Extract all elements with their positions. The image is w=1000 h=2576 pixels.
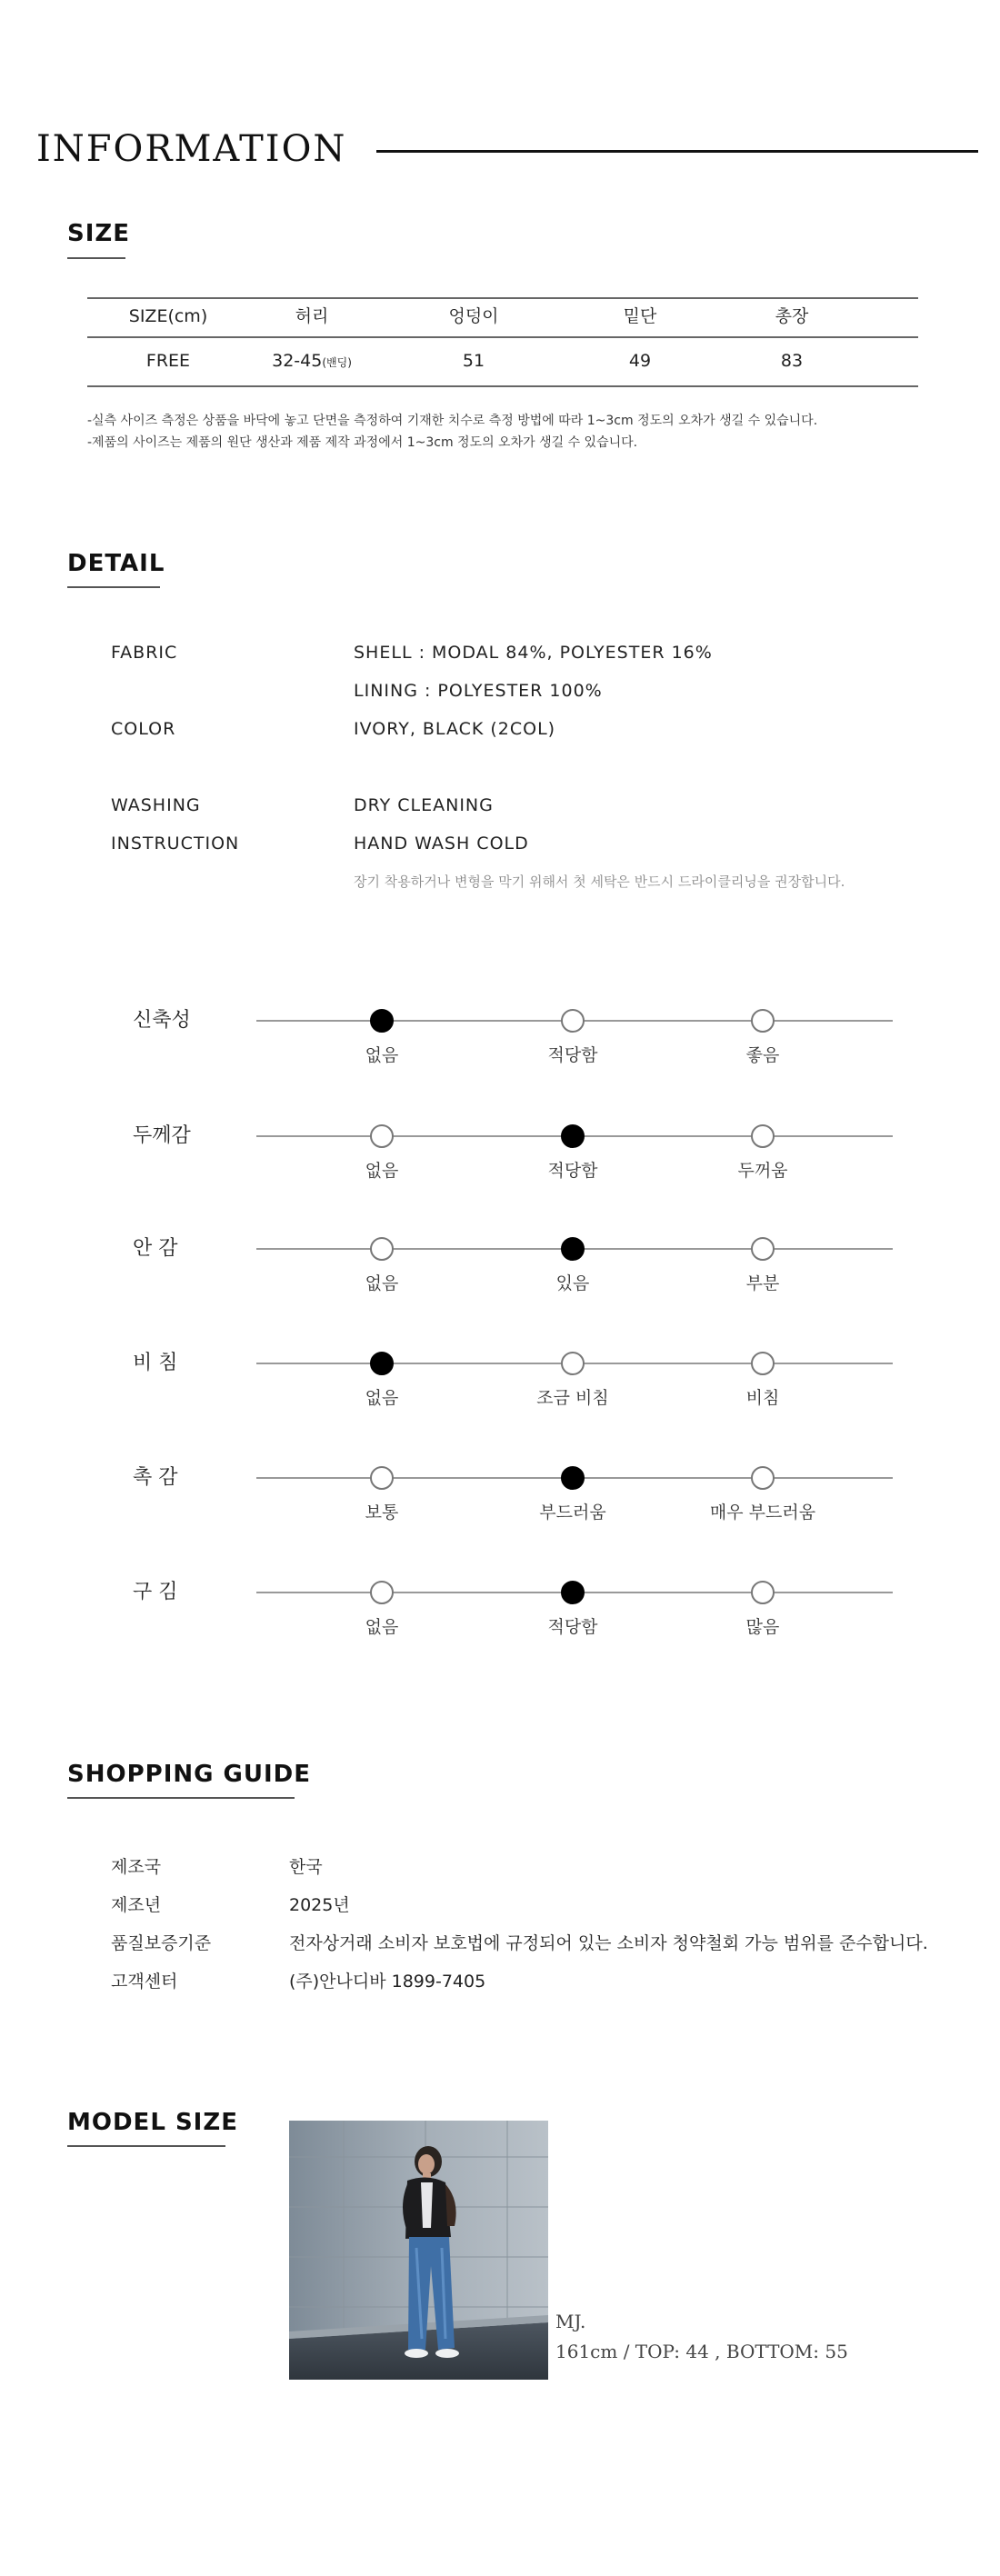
scale-option-label: 비침 — [745, 1388, 780, 1408]
scale-dot — [751, 1009, 775, 1033]
washing-note: 장기 착용하거나 변형을 막기 위해서 첫 세탁은 반드시 드라이클리닝을 권장합니다. — [354, 874, 845, 890]
scale-option-label: 조금 비침 — [536, 1388, 609, 1408]
model-size-title-underline — [67, 2145, 225, 2147]
scale-option-label: 보통 — [365, 1503, 399, 1523]
fabric-label: FABRIC — [111, 643, 178, 663]
scale-dot — [561, 1352, 585, 1375]
scale-option-label: 없음 — [365, 1388, 399, 1408]
scale-option-label: 없음 — [365, 1617, 399, 1637]
guide-value-origin: 한국 — [289, 1857, 323, 1877]
scale-label: 촉 감 — [133, 1466, 178, 1489]
scale-dot — [370, 1124, 394, 1148]
scale-dot — [370, 1466, 394, 1490]
size-note: -제품의 사이즈는 제품의 원단 생산과 제품 제작 과정에서 1~3cm 정도의 오차가 생길 수 있습니다. — [87, 435, 638, 450]
scale-option-label: 두꺼움 — [737, 1161, 788, 1181]
size-section-title: SIZE — [67, 220, 131, 247]
model-size-section-title: MODEL SIZE — [67, 2109, 238, 2136]
title-divider — [376, 150, 978, 153]
size-header-hem: 밑단 — [623, 306, 657, 326]
guide-label-quality: 품질보증기준 — [111, 1933, 212, 1953]
scale-dot-selected — [561, 1581, 585, 1604]
scale-option-label: 부드러움 — [539, 1503, 606, 1523]
page-title: INFORMATION — [36, 128, 347, 170]
scale-dot-selected — [561, 1237, 585, 1261]
guide-label-year: 제조년 — [111, 1895, 162, 1915]
guide-value-year: 2025년 — [289, 1895, 350, 1915]
scale-dot — [751, 1581, 775, 1604]
guide-label-origin: 제조국 — [111, 1857, 162, 1877]
washing-value: DRY CLEANING — [354, 795, 494, 815]
detail-section-title: DETAIL — [67, 550, 165, 577]
scale-label: 비 침 — [133, 1352, 178, 1374]
color-value: IVORY, BLACK (2COL) — [354, 719, 556, 739]
size-table-bottom-border — [87, 385, 918, 387]
instruction-value: HAND WASH COLD — [354, 834, 529, 854]
guide-label-support: 고객센터 — [111, 1972, 178, 1992]
instruction-label: INSTRUCTION — [111, 834, 240, 854]
scale-label: 안 감 — [133, 1237, 178, 1260]
scale-option-label: 좋음 — [745, 1045, 780, 1065]
size-header-size: SIZE(cm) — [128, 306, 208, 326]
size-note: -실측 사이즈 측정은 상품을 바닥에 놓고 단면을 측정하여 기재한 치수로 측정 방법에 따라 1~3cm 정도의 오차가 생길 수 있습니다. — [87, 414, 818, 428]
detail-title-underline — [67, 586, 160, 588]
washing-label: WASHING — [111, 795, 201, 815]
model-name: MJ. — [555, 2311, 586, 2332]
size-header-length: 총장 — [775, 306, 809, 326]
scale-option-label: 적당함 — [547, 1045, 598, 1065]
guide-value-support: (주)안나디바 1899-7405 — [289, 1972, 486, 1992]
waist-note: (밴딩) — [322, 356, 352, 369]
size-header-waist: 허리 — [295, 306, 329, 326]
shopping-guide-section-title: SHOPPING GUIDE — [67, 1761, 311, 1788]
size-cell-size: FREE — [145, 351, 191, 371]
scale-dot — [370, 1237, 394, 1261]
size-header-hip: 엉덩이 — [448, 306, 499, 326]
scale-label: 신축성 — [133, 1009, 191, 1032]
scale-option-label: 적당함 — [547, 1617, 598, 1637]
size-title-underline — [67, 257, 125, 259]
model-measurements: 161cm / TOP: 44 , BOTTOM: 55 — [555, 2341, 848, 2362]
scale-dot — [751, 1237, 775, 1261]
scale-dot-selected — [561, 1466, 585, 1490]
guide-value-quality: 전자상거래 소비자 보호법에 규정되어 있는 소비자 청약철회 가능 범위를 준수합니다. — [289, 1933, 928, 1953]
model-photo — [289, 2121, 548, 2380]
fabric-lining-value: LINING : POLYESTER 100% — [354, 681, 603, 701]
color-label: COLOR — [111, 719, 176, 739]
scale-option-label: 부분 — [745, 1273, 780, 1293]
scale-option-label: 없음 — [365, 1273, 399, 1293]
scale-option-label: 많음 — [745, 1617, 780, 1637]
scale-dot-selected — [370, 1009, 394, 1033]
size-cell-hem: 49 — [628, 351, 652, 371]
scale-option-label: 있음 — [555, 1273, 590, 1293]
scale-dot-selected — [561, 1124, 585, 1148]
shopping-guide-title-underline — [67, 1797, 295, 1799]
scale-dot — [751, 1352, 775, 1375]
fabric-shell-value: SHELL : MODAL 84%, POLYESTER 16% — [354, 643, 713, 663]
scale-label: 구 김 — [133, 1581, 178, 1603]
scale-dot-selected — [370, 1352, 394, 1375]
scale-option-label: 없음 — [365, 1045, 399, 1065]
scale-dot — [751, 1124, 775, 1148]
scale-label: 두께감 — [133, 1124, 191, 1147]
scale-option-label: 없음 — [365, 1161, 399, 1181]
scale-dot — [370, 1581, 394, 1604]
scale-dot — [751, 1466, 775, 1490]
scale-option-label: 매우 부드러움 — [709, 1503, 816, 1523]
size-table-header-border — [87, 336, 918, 338]
scale-dot — [561, 1009, 585, 1033]
size-cell-waist: 32-45(밴딩) — [272, 351, 352, 371]
scale-option-label: 적당함 — [547, 1161, 598, 1181]
size-table-top-border — [87, 297, 918, 299]
size-cell-length: 83 — [780, 351, 804, 371]
size-cell-hip: 51 — [462, 351, 485, 371]
